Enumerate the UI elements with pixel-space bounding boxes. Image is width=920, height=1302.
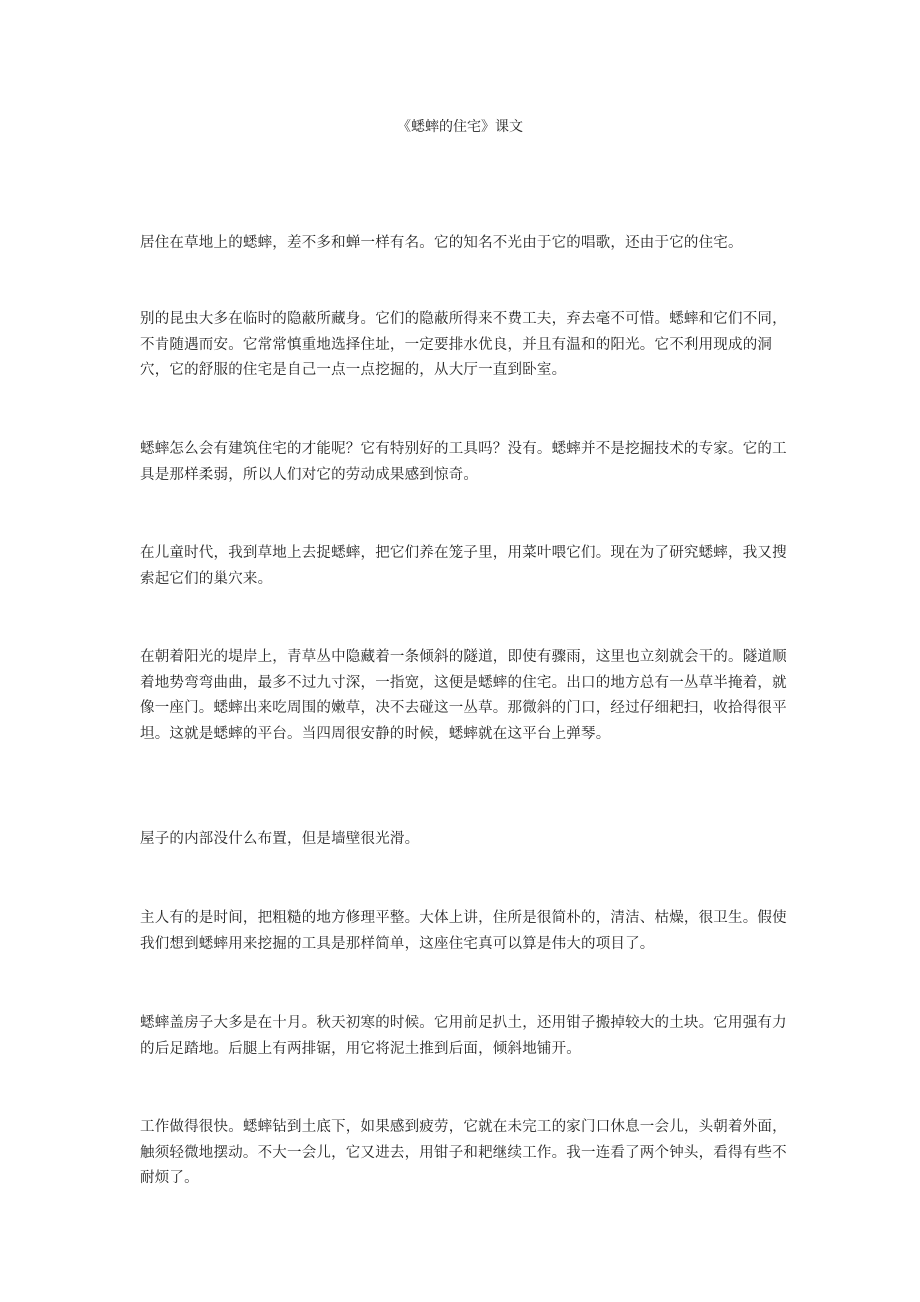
paragraph-3: 蟋蟀怎么会有建筑住宅的才能呢？它有特别好的工具吗？没有。蟋蟀并不是挖掘技术的专家。它的工具是那样柔弱，所以人们对它的劳动成果感到惊奇。 xyxy=(140,441,787,483)
paragraph-7: 主人有的是时间，把粗糙的地方修理平整。大体上讲，住所是很简朴的，清洁、枯燥，很卫生。假使我们想到蟋蟀用来挖掘的工具是那样简单，这座住宅真可以算是伟大的项目了。 xyxy=(140,910,787,952)
paragraph-2: 别的昆虫大多在临时的隐蔽所藏身。它们的隐蔽所得来不费工夫，弃去毫不可惜。蟋蟀和它们不同，不肯随遇而安。它常常慎重地选择住址，一定要排水优良，并且有温和的阳光。它不利用现成的洞穴，它的舒服的住宅是自己一点一点挖掘的，从大厅一直到卧室。 xyxy=(140,311,787,378)
paragraph-9: 工作做得很快。蟋蟀钻到土底下，如果感到疲劳，它就在未完工的家门口休息一会儿，头朝着外面，触须轻微地摆动。不大一会儿，它又进去，用钳子和耙继续工作。我一连看了两个钟头，看得有些不耐烦了。 xyxy=(140,1119,787,1186)
paragraph-5: 在朝着阳光的堤岸上，青草丛中隐藏着一条倾斜的隧道，即使有骤雨，这里也立刻就会干的。隧道顺着地势弯弯曲曲，最多不过九寸深，一指宽，这便是蟋蟀的住宅。出口的地方总有一丛草半掩着，就像一座门。蟋蟀出来吃周围的嫩草，决不去碰这一丛草。那微斜的门口，经过仔细耙扫，收拾得很平坦。这就是蟋蟀的平台。当四周很安静的时候，蟋蟀就在这平台上弹琴。 xyxy=(140,649,787,742)
paragraph-4: 在儿童时代，我到草地上去捉蟋蟀，把它们养在笼子里，用菜叶喂它们。现在为了研究蟋蟀，我又搜索起它们的巢穴来。 xyxy=(140,545,787,587)
document-title: 《蟋蟀的住宅》课文 xyxy=(397,119,523,135)
paragraph-1: 居住在草地上的蟋蟀，差不多和蝉一样有名。它的知名不光由于它的唱歌，还由于它的住宅。 xyxy=(140,235,743,251)
paragraph-8: 蟋蟀盖房子大多是在十月。秋天初寒的时候。它用前足扒土，还用钳子搬掉较大的土块。它用强有力的后足踏地。后腿上有两排锯，用它将泥土推到后面，倾斜地铺开。 xyxy=(140,1015,787,1057)
paragraph-6: 屋子的内部没什么布置，但是墙壁很光滑。 xyxy=(140,831,420,847)
